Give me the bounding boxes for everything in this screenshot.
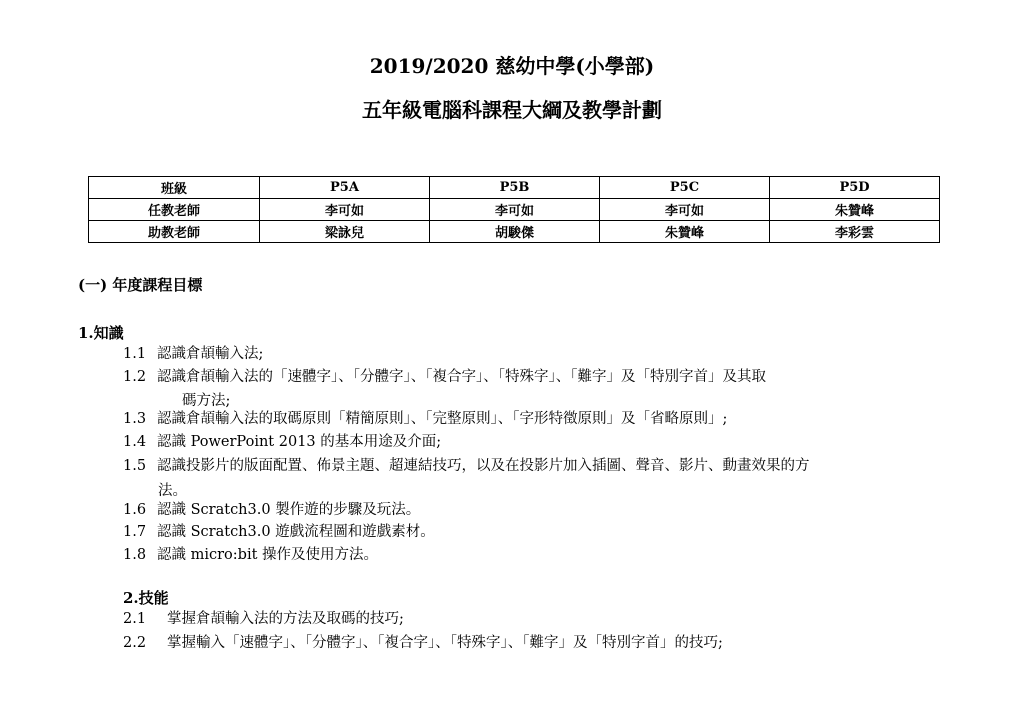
item-continuation: 法。 — [158, 483, 187, 499]
list-item — [123, 455, 810, 477]
list-item — [123, 343, 263, 365]
list-item — [123, 544, 378, 566]
item-number: 1.8 — [123, 547, 147, 563]
item-number: 1.1 — [123, 346, 147, 362]
section-heading: (一) 年度課程目標 — [78, 276, 203, 294]
item-text: 認識 micro:bit 操作及使用方法。 — [157, 547, 379, 563]
table-cell: 梁詠兒 — [260, 221, 430, 243]
table-cell: 任教老師 — [89, 199, 260, 221]
table-row — [89, 177, 940, 199]
class-teacher-table — [88, 176, 940, 243]
skills-heading: 2.技能 — [123, 589, 169, 607]
table-cell: 朱贊峰 — [770, 199, 940, 221]
table-cell: P5C — [600, 177, 770, 199]
table-cell: 助教老師 — [89, 221, 260, 243]
table-cell: 李可如 — [600, 199, 770, 221]
item-text: 認識倉頡輸入法的取碼原則「精簡原則」、「完整原則」、「字形特徵原則」及「省略原則」; — [157, 411, 728, 427]
table-cell: 李可如 — [430, 199, 600, 221]
table-cell: 胡駿傑 — [430, 221, 600, 243]
item-text: 掌握倉頡輸入法的方法及取碼的技巧; — [167, 611, 404, 627]
item-text: 認識 Scratch3.0 製作遊的步驟及玩法。 — [157, 502, 421, 518]
item-number: 1.3 — [123, 411, 147, 427]
table-cell: 班級 — [89, 177, 260, 199]
list-item — [123, 499, 420, 521]
list-item — [123, 608, 404, 630]
item-number: 1.7 — [123, 524, 147, 540]
item-text: 認識 Scratch3.0 遊戲流程圖和遊戲素材。 — [157, 524, 435, 540]
table-cell: 李可如 — [260, 199, 430, 221]
table-cell: P5D — [770, 177, 940, 199]
table-cell: 李彩雲 — [770, 221, 940, 243]
table-row — [89, 221, 940, 243]
item-number: 1.2 — [123, 369, 147, 385]
item-number: 1.6 — [123, 502, 147, 518]
document-title: 2019/2020 慈幼中學(小學部) — [369, 54, 655, 78]
item-number: 2.1 — [123, 611, 147, 627]
table-cell: P5B — [430, 177, 600, 199]
item-text: 認識倉頡輸入法; — [157, 346, 264, 362]
table-row — [89, 199, 940, 221]
item-text: 認識投影片的版面配置、佈景主題、超連結技巧，以及在投影片加入插圖、聲音、影片、動畫效果的方 — [157, 458, 810, 474]
list-item — [123, 408, 727, 430]
knowledge-heading: 1.知識 — [78, 324, 124, 342]
item-text: 認識倉頡輸入法的「速體字」、「分體字」、「複合字」、「特殊字」、「難字」及「特別字首」及其取 — [157, 369, 766, 385]
table-cell: 朱贊峰 — [600, 221, 770, 243]
table-cell: P5A — [260, 177, 430, 199]
list-item — [123, 366, 766, 388]
item-text: 掌握輸入「速體字」、「分體字」、「複合字」、「特殊字」、「難字」及「特別字首」的技巧; — [167, 635, 723, 651]
item-number: 1.4 — [123, 434, 147, 450]
item-text: 認識 PowerPoint 2013 的基本用途及介面; — [157, 434, 442, 450]
list-item — [123, 431, 441, 453]
list-item — [123, 632, 723, 654]
item-number: 2.2 — [123, 635, 147, 651]
document-subtitle: 五年級電腦科課程大綱及教學計劃 — [362, 98, 662, 122]
list-item — [123, 521, 435, 543]
item-number: 1.5 — [123, 458, 147, 474]
item-continuation: 碼方法; — [182, 393, 231, 409]
